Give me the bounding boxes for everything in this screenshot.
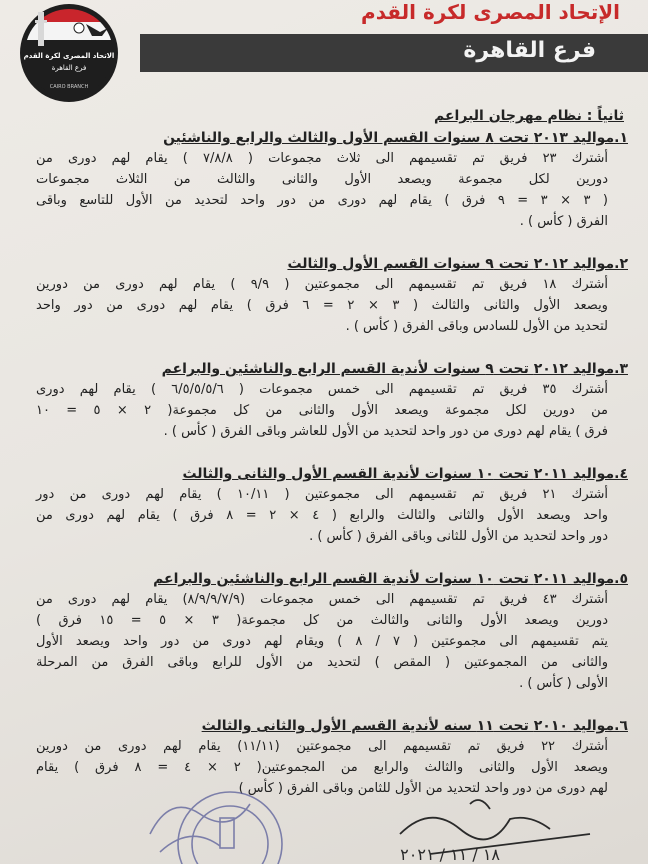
org-title: الإتحاد المصرى لكرة القدم bbox=[361, 0, 620, 24]
branch-banner bbox=[140, 34, 648, 72]
rule-body bbox=[36, 379, 614, 442]
rule-line: أشترك ٢١ فريق تم تقسيمهم الى مجموعتين ( ١٠/١١ ) يقام لهم دورى من دور bbox=[36, 487, 608, 502]
rule-line: أشترك ٤٣ فريق تم تقسيمهم الى خمس مجموعات (٨/٩/٩/٧/٩) يقام لهم دورى من bbox=[36, 592, 608, 607]
rule-line: أشترك ٢٣ فريق تم تقسيمهم الى ثلاث مجموعات ( ٧/٨/٨ ) يقام لهم دورى من bbox=[36, 151, 609, 166]
logo-text-bottom: CAIRO BRANCH bbox=[49, 84, 89, 90]
rule-heading: ٤.مواليد ٢٠١١ تحت ١٠ سنوات لأندية القسم الأول والثانى والثالث bbox=[182, 466, 628, 482]
rule-line: والثانى من المجموعتين ( المقص ) لتحديد من الأول للرابع وباقى الفرق من المرحلة bbox=[36, 655, 608, 670]
rule-item bbox=[30, 569, 628, 694]
rule-line: فرق ) يقام لهم دورى من دور واحد لتحديد من الأول للعاشر وباقى الفرق ( كأس ) . bbox=[163, 424, 608, 439]
rule-line: يتم تقسيمهم الى مجموعتين ( ٧ / ٨ ) ويقام لهم دورى من دور واحد ويصعد الأول bbox=[36, 634, 608, 649]
rule-item bbox=[30, 359, 628, 442]
footer bbox=[0, 774, 648, 864]
rule-line: أشترك ١٨ فريق تم تقسيمهم الى مجموعتين ( ٩/٩ ) يقام لهم دورى من دورين bbox=[36, 277, 608, 292]
rule-line: ويصعد الأول والثانى والثالث والرابع من المجموعتين( ٢ × ٤ = ٨ فرق ) يقام bbox=[36, 760, 608, 775]
rule-line: دورين ويصعد الأول والثانى والثالث من كل مجموعة( ٣ × ٥ = ١٥ فرق ) bbox=[36, 613, 608, 628]
rule-line: لهم دورى من دور واحد لتحديد من الأول للثامن وباقى الفرق ( كأس ) bbox=[238, 781, 608, 796]
rule-line: ( ٣ × ٣ = ٩ فرق ) يقام لهم دورى من دور واحد لتحديد من الأول للتاسع وباقى bbox=[36, 193, 608, 208]
rule-line: دور واحد لتحديد من الأول للثانى وباقى الفرق ( كأس ) . bbox=[309, 529, 608, 544]
section-title: ثانياً : نظام مهرجان البراعم bbox=[434, 108, 624, 124]
rule-item bbox=[30, 464, 628, 547]
rule-line: الفرق ( كأس ) . bbox=[519, 214, 608, 229]
branch-label: فرع القاهرة bbox=[463, 38, 596, 63]
signature-date: ١٨ / ١١ / ٢٠٢١ bbox=[400, 845, 500, 864]
rule-item bbox=[30, 254, 628, 337]
rule-body bbox=[36, 484, 614, 547]
rule-heading: ٥.مواليد ٢٠١١ تحت ١٠ سنوات لأندية القسم الرابع والناشئين والبراعم bbox=[153, 571, 628, 587]
rule-body bbox=[36, 148, 614, 232]
rule-line: أشترك ٢٢ فريق تم تقسيمهم الى مجموعتين (١١/١١) يقام لهم دورى من دورين bbox=[36, 739, 609, 754]
rule-line: دورين لكل مجموعة ويصعد الأول والثانى والثالث من الثلاث مجموعات bbox=[36, 172, 608, 187]
document-body bbox=[30, 108, 628, 799]
logo-text-top: الاتحاد المصرى لكرة القدم bbox=[23, 52, 115, 60]
rule-heading: ٦.مواليد ٢٠١٠ تحت ١١ سنه لأندية القسم الأول والثانى والثالث bbox=[201, 718, 628, 734]
rule-line: واحد ويصعد الأول والثانى والثالث والرابع ( ٤ × ٢ = ٨ فرق ) يقام لهم دورى من bbox=[36, 508, 608, 523]
rule-heading: ١.مواليد ٢٠١٣ تحت ٨ سنوات القسم الأول والثالث والرابع والناشئين bbox=[163, 130, 628, 146]
logo-text-mid: فرع القاهرة bbox=[51, 64, 87, 72]
rule-body bbox=[36, 589, 614, 694]
rule-heading: ٢.مواليد ٢٠١٢ تحت ٩ سنوات القسم الأول والثالث bbox=[287, 256, 628, 272]
signature bbox=[390, 774, 630, 864]
rule-heading: ٣.مواليد ٢٠١٢ تحت ٩ سنوات لأندية القسم الرابع والناشئين والبراعم bbox=[161, 361, 628, 377]
rule-line: من دورين لكل مجموعة ويصعد الأول والثانى من كل مجموعة( ٢ × ٥ = ١٠ bbox=[36, 403, 608, 418]
official-stamp bbox=[130, 774, 310, 864]
rule-line: الأولى ( كأس ) . bbox=[519, 676, 608, 691]
items-list bbox=[30, 128, 628, 799]
rule-line: لتحديد من الأول للسادس وباقى الفرق ( كأس ) . bbox=[345, 319, 608, 334]
rule-line: ويصعد الأول والثانى والثالث ( ٣ × ٢ = ٦ فرق ) يقام لهم دورى من دور واحد bbox=[36, 298, 608, 313]
rule-line: أشترك ٣٥ فريق تم تقسيمهم الى خمس مجموعات ( ٦/٥/٥/٥/٦ ) يقام لهم دورى bbox=[36, 382, 609, 397]
efa-cairo-branch-logo bbox=[16, 2, 122, 104]
rule-body bbox=[36, 274, 614, 337]
rule-item bbox=[30, 128, 628, 232]
